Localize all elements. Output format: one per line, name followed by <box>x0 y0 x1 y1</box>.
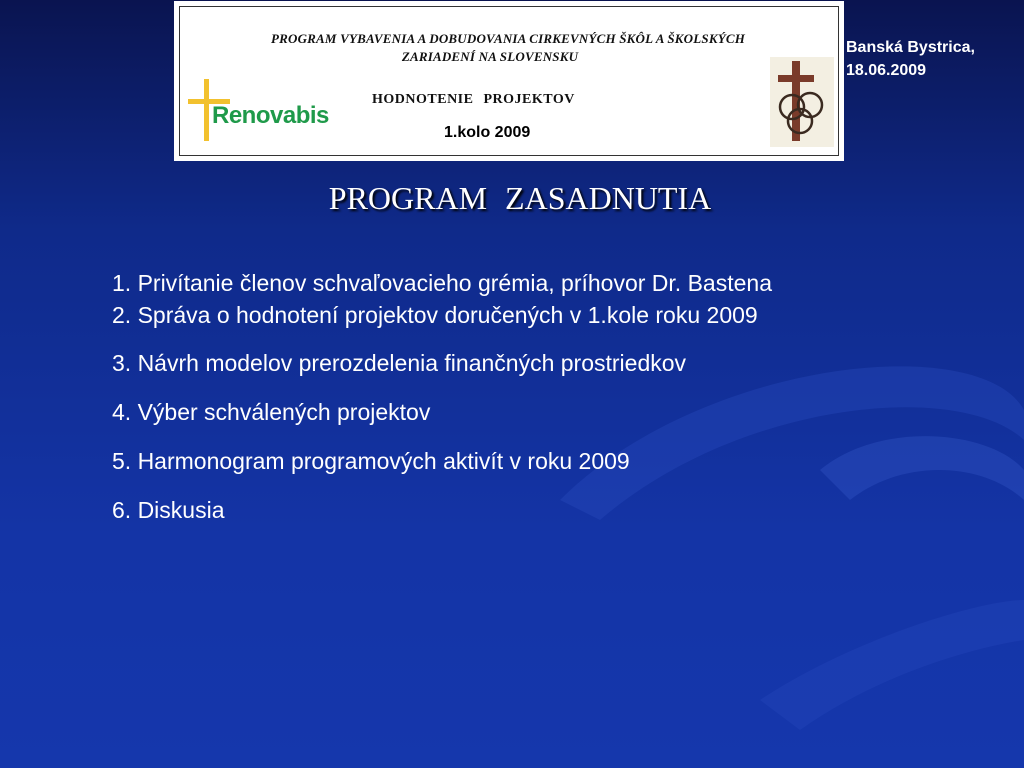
date-label: 18.06.2009 <box>846 62 927 79</box>
evaluation-title: HODNOTENIE PROJEKTOV <box>372 92 575 107</box>
header-banner-inner <box>179 6 839 156</box>
location-label: Banská Bystrica, <box>846 39 975 56</box>
agenda-item: 5. Harmonogram programových aktivít v roku 2009 <box>112 448 630 474</box>
renovabis-logo-text: Renovabis <box>212 102 329 129</box>
program-title-line1: PROGRAM VYBAVENIA A DOBUDOVANIA CIRKEVNÝCH ŠKÔL A ŠKOLSKÝCH <box>270 31 746 46</box>
location-date <box>846 36 975 82</box>
agenda-item: 4. Výber schválených projektov <box>112 399 431 425</box>
program-title-line2: ZARIADENÍ NA SLOVENSKU <box>401 49 579 64</box>
agenda-list <box>112 270 772 537</box>
header-banner <box>174 1 844 161</box>
cross-with-rings-logo-icon <box>770 57 834 147</box>
agenda-item: 2. Správa o hodnotení projektov doručených v 1.kole roku 2009 <box>112 302 758 328</box>
agenda-item: 3. Návrh modelov prerozdelenia finančných prostriedkov <box>112 350 687 376</box>
agenda-item: 1. Privítanie členov schvaľovacieho grémia, príhovor Dr. Bastena <box>112 270 772 296</box>
agenda-item: 6. Diskusia <box>112 497 225 523</box>
slide-title: PROGRAM ZASADNUTIA <box>328 180 712 216</box>
round-label: 1.kolo 2009 <box>444 124 531 141</box>
